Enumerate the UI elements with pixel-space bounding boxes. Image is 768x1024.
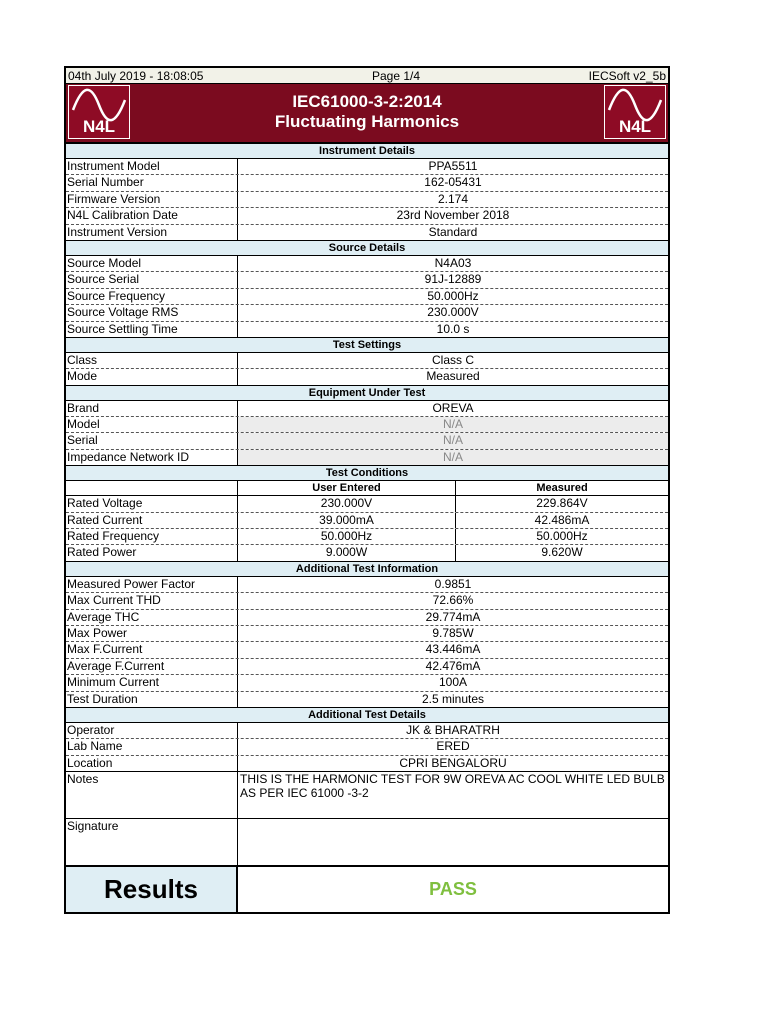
test-conditions-header: [66, 481, 668, 496]
table-row: [66, 433, 668, 449]
row-label: Model: [66, 417, 238, 432]
row-label: Source Model: [66, 256, 238, 271]
table-row: [66, 322, 668, 337]
row-label: Minimum Current: [66, 675, 238, 690]
row-label: Rated Frequency: [66, 529, 238, 544]
logo-text: N4L: [618, 117, 652, 136]
row-value: 9.785W: [432, 625, 474, 640]
row-label: Brand: [66, 401, 238, 416]
table-row: [66, 529, 668, 545]
page-indicator: Page 1/4: [372, 68, 421, 83]
user-value: 230.000V: [238, 496, 456, 511]
notes-row: [66, 771, 668, 818]
row-value: 29.774mA: [425, 609, 481, 624]
measured-value: 229.864V: [536, 496, 588, 511]
row-value: N/A: [238, 433, 668, 448]
table-row: [66, 496, 668, 512]
table-row: [66, 401, 668, 417]
measured-value: 50.000Hz: [536, 529, 588, 544]
row-value: JK & BHARATRH: [406, 722, 500, 737]
row-value: 43.446mA: [425, 642, 481, 657]
section-instrument-details: Instrument Details: [66, 143, 668, 159]
table-row: [66, 626, 668, 642]
table-row: [66, 675, 668, 691]
row-label: Mode: [66, 369, 238, 384]
row-value: 72.66%: [432, 593, 474, 608]
table-row: [66, 369, 668, 384]
row-value: 100A: [438, 675, 468, 690]
table-row: [66, 610, 668, 626]
row-label: Test Duration: [66, 692, 238, 707]
row-label: Class: [66, 353, 238, 368]
table-row: [66, 159, 668, 175]
section-equipment-under-test: Equipment Under Test: [66, 385, 668, 401]
results-row: [66, 865, 668, 912]
table-row: [66, 208, 668, 224]
signature-row: [66, 818, 668, 865]
row-value: 91J-12889: [424, 272, 482, 287]
table-row: [66, 739, 668, 755]
row-value: N4A03: [434, 255, 472, 270]
row-label: Source Settling Time: [66, 322, 238, 337]
measured-value: 9.620W: [541, 545, 583, 560]
section-additional-test-information: Additional Test Information: [66, 561, 668, 577]
table-row: [66, 450, 668, 465]
software-version: IECSoft v2_5b: [588, 68, 666, 83]
row-value: 23rd November 2018: [396, 208, 510, 223]
table-row: [66, 577, 668, 593]
row-label: Source Serial: [66, 272, 238, 287]
row-label: Source Voltage RMS: [66, 305, 238, 320]
row-value: N/A: [238, 450, 668, 465]
user-value: 39.000mA: [238, 513, 456, 528]
section-test-settings: Test Settings: [66, 337, 668, 353]
row-label: Max F.Current: [66, 642, 238, 657]
logo-text: N4L: [82, 117, 116, 136]
section-test-conditions: Test Conditions: [66, 465, 668, 481]
row-label: Operator: [66, 723, 238, 738]
row-value: 230.000V: [427, 305, 479, 320]
row-value: ERED: [436, 739, 470, 754]
table-row: [66, 272, 668, 288]
table-row: [66, 353, 668, 369]
table-row: [66, 305, 668, 321]
row-label: Measured Power Factor: [66, 577, 238, 592]
row-value: PPA5511: [428, 159, 478, 173]
row-label: N4L Calibration Date: [66, 208, 238, 223]
table-row: [66, 256, 668, 272]
result-status: PASS: [429, 879, 477, 900]
test-report: [64, 66, 670, 914]
column-header-user-entered: User Entered: [238, 481, 456, 495]
row-value: OREVA: [432, 400, 474, 415]
title-banner: [66, 84, 668, 143]
row-value: 2.5 minutes: [421, 691, 485, 706]
notes-label: Notes: [66, 772, 238, 818]
results-label: Results: [66, 867, 238, 912]
table-row: [66, 417, 668, 433]
n4l-logo-left: [68, 85, 130, 139]
section-source-details: Source Details: [66, 240, 668, 256]
n4l-logo-right: [604, 85, 666, 139]
row-value: Class C: [431, 352, 474, 367]
row-label: Average F.Current: [66, 659, 238, 674]
table-row: [66, 545, 668, 560]
row-label: Serial: [66, 433, 238, 448]
row-value: 0.9851: [434, 576, 472, 591]
report-title: [136, 92, 598, 132]
user-value: 9.000W: [238, 545, 456, 560]
row-value: N/A: [238, 417, 668, 432]
column-header-measured: Measured: [536, 482, 588, 495]
row-label: Impedance Network ID: [66, 450, 238, 465]
table-row: [66, 756, 668, 771]
row-value: CPRI BENGALORU: [399, 755, 507, 770]
row-label: Rated Power: [66, 545, 238, 560]
standard-title: IEC61000-3-2:2014: [292, 92, 442, 111]
row-label: Max Current THD: [66, 593, 238, 608]
report-datetime: 04th July 2019 - 18:08:05: [68, 68, 204, 83]
section-additional-test-details: Additional Test Details: [66, 707, 668, 723]
table-row: [66, 192, 668, 208]
row-label: Source Frequency: [66, 289, 238, 304]
row-label: Average THC: [66, 610, 238, 625]
row-label: Lab Name: [66, 739, 238, 754]
row-label: Instrument Model: [66, 159, 238, 174]
row-label: Max Power: [66, 626, 238, 641]
row-value: 50.000Hz: [427, 288, 479, 303]
signature-label: Signature: [66, 819, 238, 865]
table-row: [66, 225, 668, 240]
row-value: 10.0 s: [436, 321, 470, 336]
row-value: Standard: [428, 224, 478, 239]
row-label: Location: [66, 756, 238, 771]
report-header-bar: [66, 68, 668, 84]
user-value: 50.000Hz: [238, 529, 456, 544]
measured-value: 42.486mA: [534, 512, 590, 527]
table-row: [66, 289, 668, 305]
row-value: Measured: [426, 369, 480, 384]
table-row: [66, 642, 668, 658]
notes-text: THIS IS THE HARMONIC TEST FOR 9W OREVA AC COOL WHITE LED BULB AS PER IEC 61000 -3-2: [240, 772, 665, 801]
table-row: [66, 593, 668, 609]
table-row: [66, 692, 668, 707]
signature-field: [238, 819, 668, 865]
row-label: Rated Current: [66, 513, 238, 528]
test-type-title: Fluctuating Harmonics: [274, 112, 460, 131]
row-value: 2.174: [437, 191, 469, 206]
row-value: 42.476mA: [425, 658, 481, 673]
table-row: [66, 513, 668, 529]
row-label: Serial Number: [66, 175, 238, 190]
row-label: Firmware Version: [66, 192, 238, 207]
table-row: [66, 723, 668, 739]
row-label: Instrument Version: [66, 225, 238, 240]
row-label: Rated Voltage: [66, 496, 238, 511]
table-row: [66, 175, 668, 191]
table-row: [66, 659, 668, 675]
row-value: 162-05431: [424, 175, 482, 190]
